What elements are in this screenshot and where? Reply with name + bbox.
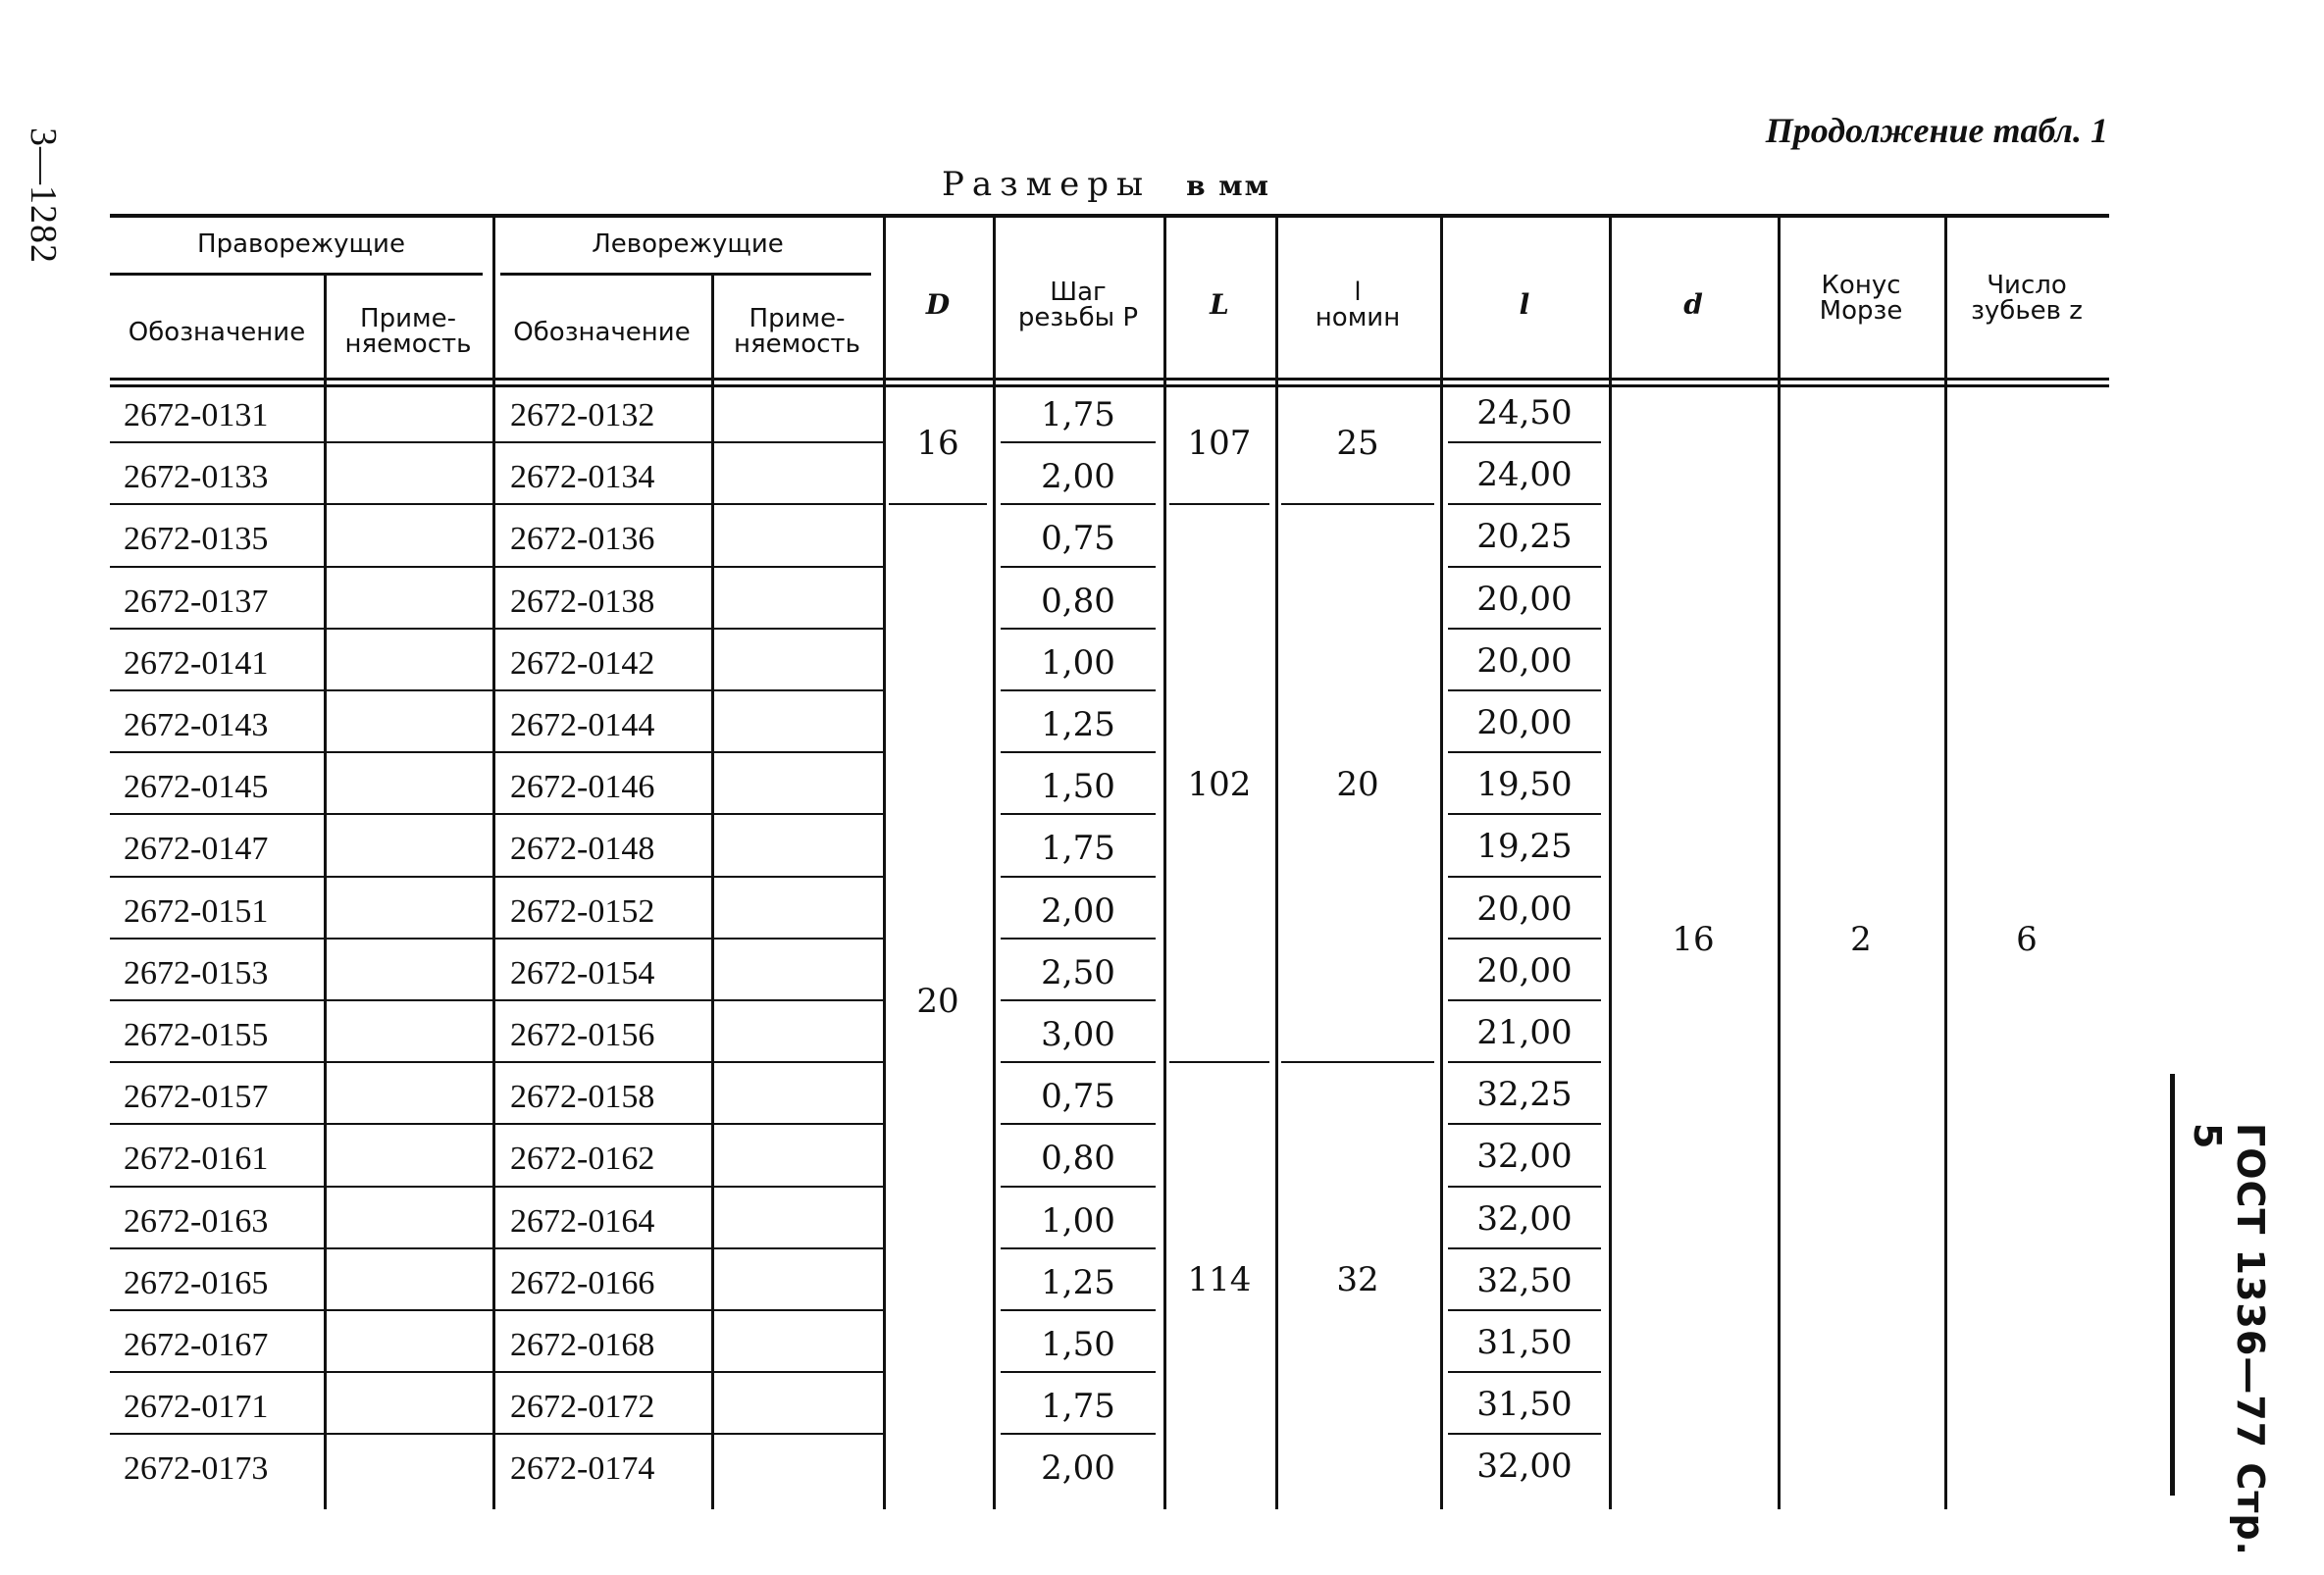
thread-pitch: 2,50: [1041, 952, 1115, 992]
row-rule-designations: [110, 1186, 883, 1188]
thread-pitch: 3,00: [1041, 1015, 1115, 1054]
designation-right: 2672-0131: [124, 397, 269, 433]
row-rule-designations: [110, 628, 883, 630]
diameter-D-group-rule: [889, 503, 987, 505]
designation-left: 2672-0144: [510, 707, 655, 743]
row-rule-pitch: [1001, 938, 1156, 940]
row-rule-designations: [110, 1061, 883, 1063]
designation-left: 2672-0174: [510, 1450, 655, 1488]
teeth-count: 6: [2016, 919, 2038, 959]
designation-left: 2672-0142: [510, 644, 655, 682]
row-rule-pitch: [1001, 999, 1156, 1001]
row-rule-l: [1448, 628, 1601, 630]
length-l: 32,00: [1476, 1447, 1573, 1487]
length-l-nominal-group-rule: [1281, 503, 1434, 505]
row-rule-designations: [110, 1123, 883, 1125]
row-rule-l: [1448, 1247, 1601, 1249]
standard-reference: ГОСТ 1336—77 Стр. 5: [2186, 1123, 2272, 1556]
length-L-group-rule: [1169, 1061, 1269, 1063]
length-l: 32,25: [1476, 1075, 1573, 1115]
designation-right: 2672-0151: [124, 892, 269, 930]
shank-diameter-d: 16: [1672, 919, 1715, 959]
length-l: 24,00: [1476, 455, 1573, 495]
row-rule-l: [1448, 1309, 1601, 1311]
designation-right: 2672-0161: [124, 1141, 269, 1178]
length-l-nominal: 25: [1336, 424, 1379, 464]
length-l: 32,50: [1476, 1260, 1573, 1300]
row-rule-pitch: [1001, 876, 1156, 878]
designation-left: 2672-0138: [510, 583, 655, 620]
row-rule-l: [1448, 1371, 1601, 1373]
designation-left: 2672-0148: [510, 831, 655, 868]
length-l: 19,25: [1476, 827, 1573, 867]
thread-pitch: 1,75: [1041, 829, 1115, 869]
table-top-rule: [110, 214, 2109, 218]
row-rule-pitch: [1001, 628, 1156, 630]
column-divider: [1609, 218, 1612, 1509]
length-l: 21,00: [1476, 1013, 1573, 1052]
designation-right: 2672-0133: [124, 459, 269, 496]
sizes-unit: в мм: [1186, 170, 1270, 202]
continuation-label: Продолжение табл. 1: [1765, 111, 2108, 150]
header-morse-taper: Конус Морзе: [1819, 271, 1903, 326]
row-rule-designations: [110, 503, 883, 505]
designation-right: 2672-0153: [124, 954, 269, 991]
designation-right: 2672-0155: [124, 1017, 269, 1053]
sizes-caption: [942, 165, 1270, 204]
row-rule-l: [1448, 1186, 1601, 1188]
header-teeth: Число зубьев z: [1971, 271, 2083, 326]
row-rule-pitch: [1001, 751, 1156, 753]
row-rule-designations: [110, 441, 883, 443]
designation-left: 2672-0166: [510, 1264, 655, 1301]
column-divider: [1944, 218, 1947, 1509]
thread-pitch: 1,00: [1041, 642, 1115, 683]
length-L: 102: [1187, 764, 1252, 804]
row-rule-pitch: [1001, 566, 1156, 568]
row-rule-l: [1448, 999, 1601, 1001]
row-rule-designations: [110, 689, 883, 691]
page-number: 3—1282: [23, 127, 64, 264]
group-rule-left: [500, 273, 871, 276]
row-rule-l: [1448, 441, 1601, 443]
column-divider: [883, 218, 886, 1509]
designation-right: 2672-0137: [124, 583, 269, 620]
thread-pitch: 1,00: [1041, 1200, 1115, 1241]
header-applicability-left: Приме- няемость: [734, 304, 860, 359]
thread-pitch: 0,75: [1041, 519, 1115, 559]
designation-right: 2672-0135: [124, 521, 269, 558]
row-rule-pitch: [1001, 1247, 1156, 1249]
column-divider: [1163, 218, 1166, 1509]
header-rule-1: [110, 378, 2109, 381]
row-rule-l: [1448, 566, 1601, 568]
side-rule: [2170, 1074, 2175, 1496]
row-rule-l: [1448, 1123, 1601, 1125]
row-rule-designations: [110, 1433, 883, 1435]
row-rule-pitch: [1001, 1123, 1156, 1125]
row-rule-pitch: [1001, 813, 1156, 815]
length-l: 20,00: [1476, 889, 1573, 929]
header-l: l: [1519, 288, 1530, 321]
designation-left: 2672-0134: [510, 459, 655, 496]
length-l: 20,00: [1476, 579, 1573, 619]
sizes-title: Размеры: [942, 165, 1152, 204]
designation-left: 2672-0162: [510, 1141, 655, 1178]
row-rule-pitch: [1001, 1309, 1156, 1311]
length-l: 19,50: [1476, 765, 1573, 805]
row-rule-pitch: [1001, 1186, 1156, 1188]
row-rule-l: [1448, 876, 1601, 878]
designation-right: 2672-0171: [124, 1389, 269, 1426]
length-l-nominal: 32: [1336, 1260, 1379, 1300]
row-rule-pitch: [1001, 1061, 1156, 1063]
designation-left: 2672-0172: [510, 1389, 655, 1426]
row-rule-designations: [110, 566, 883, 568]
row-rule-l: [1448, 1061, 1601, 1063]
row-rule-pitch: [1001, 503, 1156, 505]
designation-left: 2672-0132: [510, 397, 655, 433]
row-rule-designations: [110, 1247, 883, 1249]
header-left-cutting: Леворежущие: [592, 229, 784, 259]
row-rule-l: [1448, 813, 1601, 815]
diameter-D: 20: [916, 982, 959, 1021]
thread-pitch: 1,75: [1041, 1387, 1115, 1427]
header-L: L: [1210, 288, 1229, 321]
column-divider: [324, 275, 327, 1509]
length-l: 20,00: [1476, 703, 1573, 742]
designation-left: 2672-0152: [510, 892, 655, 930]
designation-left: 2672-0168: [510, 1327, 655, 1363]
row-rule-l: [1448, 689, 1601, 691]
header-D: D: [925, 288, 951, 321]
length-l: 24,50: [1476, 393, 1573, 432]
header-rule-2: [110, 384, 2109, 387]
row-rule-l: [1448, 1433, 1601, 1435]
length-l: 20,00: [1476, 950, 1573, 991]
designation-left: 2672-0154: [510, 954, 655, 991]
group-rule-right: [110, 273, 483, 276]
diameter-D: 16: [916, 424, 959, 464]
row-rule-designations: [110, 1371, 883, 1373]
header-right-cutting: Праворежущие: [197, 229, 405, 259]
header-pitch: Шаг резьбы P: [1017, 278, 1139, 332]
thread-pitch: 1,25: [1041, 705, 1115, 744]
morse-taper: 2: [1850, 919, 1872, 959]
row-rule-designations: [110, 938, 883, 940]
designation-right: 2672-0145: [124, 769, 269, 806]
thread-pitch: 2,00: [1041, 457, 1115, 497]
designation-left: 2672-0158: [510, 1079, 655, 1116]
header-designation-left: Обозначение: [513, 318, 691, 347]
row-rule-designations: [110, 876, 883, 878]
designation-right: 2672-0165: [124, 1264, 269, 1301]
row-rule-l: [1448, 751, 1601, 753]
thread-pitch: 2,00: [1041, 890, 1115, 931]
length-L: 114: [1187, 1260, 1252, 1300]
column-divider: [492, 218, 495, 1509]
thread-pitch: 2,00: [1041, 1448, 1115, 1489]
length-l-nominal-group-rule: [1281, 1061, 1434, 1063]
row-rule-l: [1448, 938, 1601, 940]
row-rule-pitch: [1001, 689, 1156, 691]
header-designation-right: Обозначение: [128, 318, 306, 347]
length-L-group-rule: [1169, 503, 1269, 505]
column-divider: [711, 275, 714, 1509]
designation-right: 2672-0147: [124, 831, 269, 868]
header-d: d: [1683, 288, 1703, 321]
column-divider: [1275, 218, 1278, 1509]
header-l-nom: l номин: [1315, 278, 1401, 332]
row-rule-pitch: [1001, 441, 1156, 443]
row-rule-designations: [110, 1309, 883, 1311]
row-rule-designations: [110, 751, 883, 753]
thread-pitch: 0,80: [1041, 1139, 1115, 1179]
thread-pitch: 1,75: [1041, 395, 1115, 434]
designation-right: 2672-0163: [124, 1202, 269, 1240]
designation-right: 2672-0167: [124, 1327, 269, 1363]
length-l: 32,00: [1476, 1198, 1573, 1239]
row-rule-designations: [110, 999, 883, 1001]
designation-left: 2672-0146: [510, 769, 655, 806]
designation-left: 2672-0164: [510, 1202, 655, 1240]
designation-left: 2672-0136: [510, 521, 655, 558]
length-l: 32,00: [1476, 1137, 1573, 1177]
column-divider: [1778, 218, 1781, 1509]
length-l: 20,00: [1476, 640, 1573, 681]
thread-pitch: 0,75: [1041, 1077, 1115, 1117]
row-rule-l: [1448, 503, 1601, 505]
designation-left: 2672-0156: [510, 1017, 655, 1053]
designation-right: 2672-0141: [124, 644, 269, 682]
row-rule-pitch: [1001, 1433, 1156, 1435]
length-L: 107: [1187, 424, 1252, 464]
length-l: 31,50: [1476, 1385, 1573, 1425]
designation-right: 2672-0157: [124, 1079, 269, 1116]
length-l: 20,25: [1476, 517, 1573, 557]
thread-pitch: 1,25: [1041, 1262, 1115, 1302]
header-applicability-right: Приме- няемость: [344, 304, 472, 359]
thread-pitch: 1,50: [1041, 1325, 1115, 1364]
designation-right: 2672-0173: [124, 1450, 269, 1488]
thread-pitch: 1,50: [1041, 767, 1115, 807]
length-l-nominal: 20: [1336, 764, 1379, 804]
row-rule-pitch: [1001, 1371, 1156, 1373]
length-l: 31,50: [1476, 1323, 1573, 1362]
thread-pitch: 0,80: [1041, 581, 1115, 621]
row-rule-designations: [110, 813, 883, 815]
designation-right: 2672-0143: [124, 707, 269, 743]
